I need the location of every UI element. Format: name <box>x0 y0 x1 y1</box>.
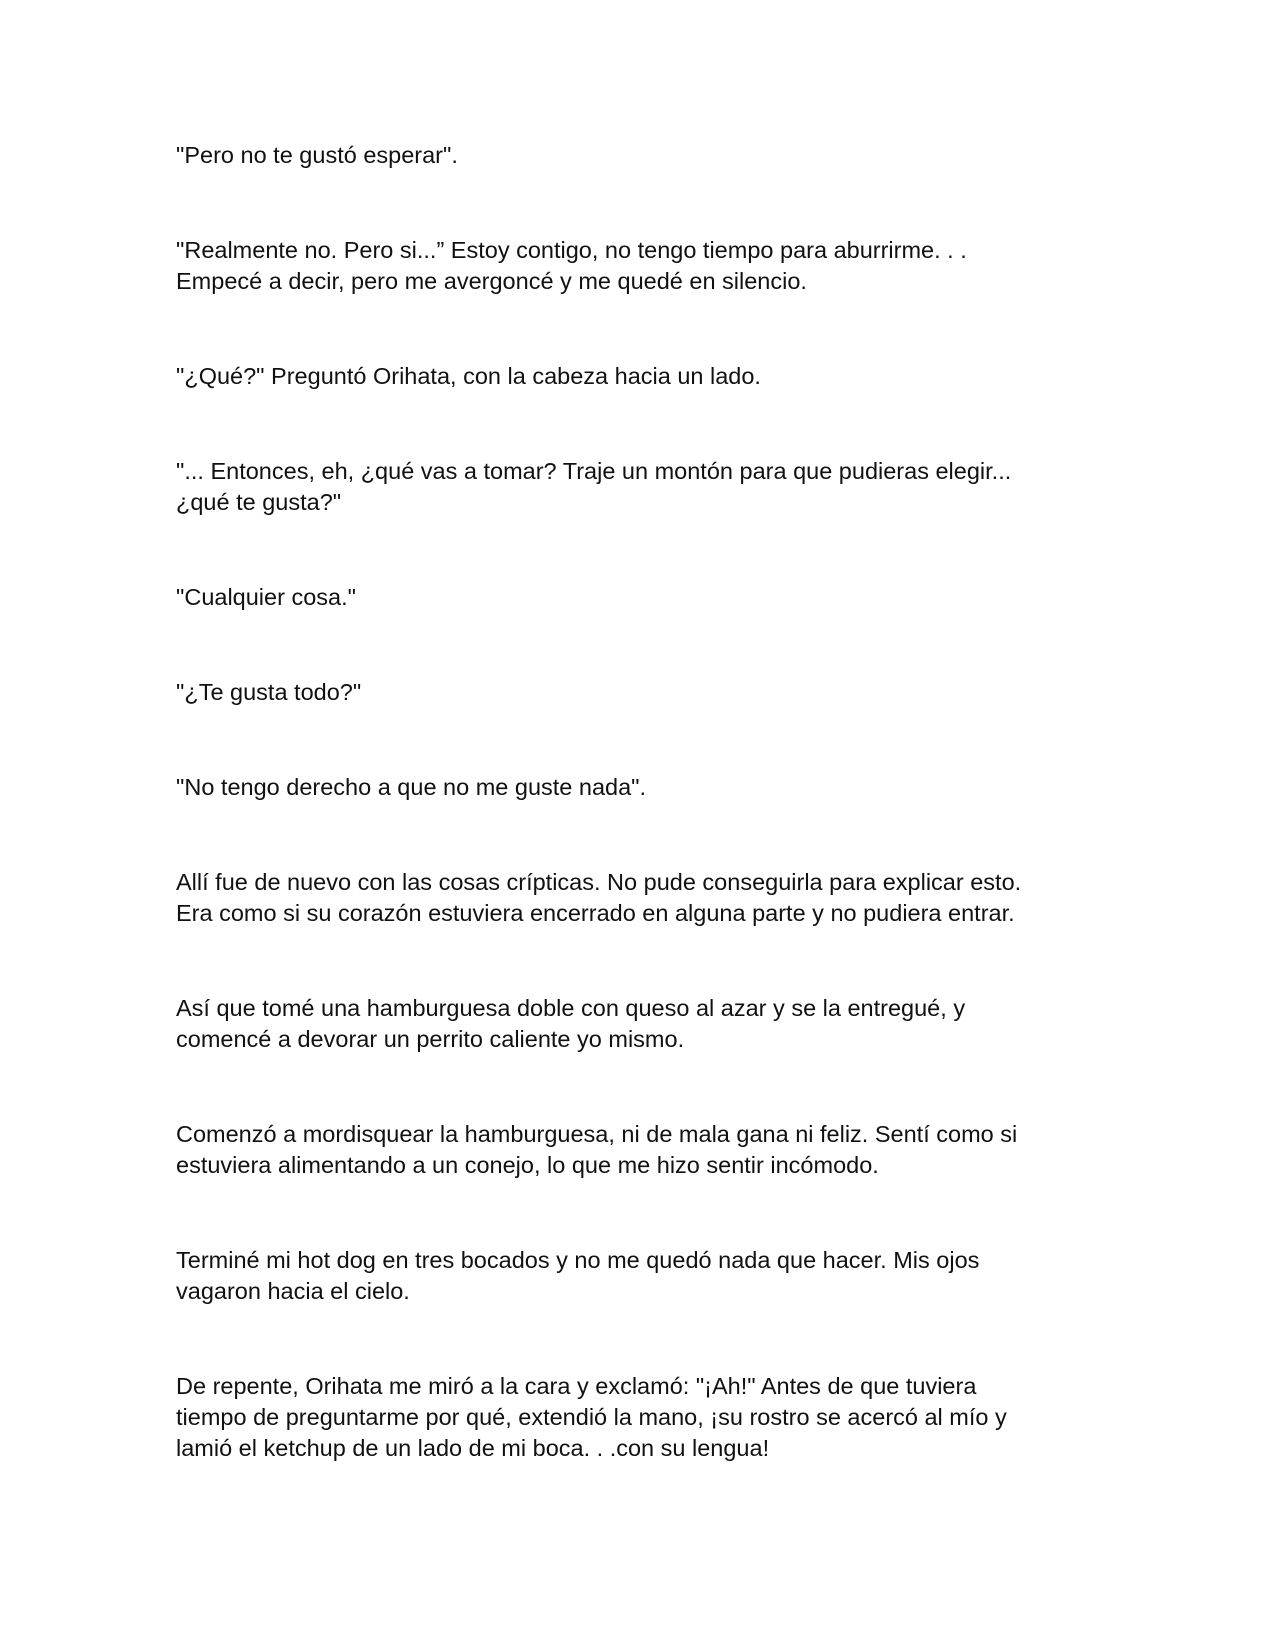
paragraph-3 <box>176 361 1076 392</box>
paragraph-line: tiempo de preguntarme por qué, extendió la mano, ¡su rostro se acercó al mío y <box>176 1404 1007 1430</box>
paragraph-line: Terminé mi hot dog en tres bocados y no me quedó nada que hacer. Mis ojos <box>176 1247 980 1273</box>
paragraph-line: Empecé a decir, pero me avergoncé y me quedé en silencio. <box>176 268 807 294</box>
paragraph-line: "¿Te gusta todo?" <box>176 679 362 705</box>
paragraph-line: De repente, Orihata me miró a la cara y exclamó: "¡Ah!" Antes de que tuviera <box>176 1373 977 1399</box>
paragraph-line: vagaron hacia el cielo. <box>176 1278 410 1304</box>
paragraph-2 <box>176 235 1076 297</box>
paragraph-7 <box>176 772 1076 803</box>
paragraph-line: Era como si su corazón estuviera encerrado en alguna parte y no pudiera entrar. <box>176 900 1015 926</box>
paragraph-line: "No tengo derecho a que no me guste nada". <box>176 774 647 800</box>
paragraph-line: comencé a devorar un perrito caliente yo mismo. <box>176 1026 685 1052</box>
paragraph-12 <box>176 1371 1076 1464</box>
paragraph-11 <box>176 1245 1076 1307</box>
paragraph-line: "Cualquier cosa." <box>176 584 356 610</box>
paragraph-line: "... Entonces, eh, ¿qué vas a tomar? Traje un montón para que pudieras elegir... <box>176 458 1012 484</box>
paragraph-10 <box>176 1119 1076 1181</box>
paragraph-line: Comenzó a mordisquear la hamburguesa, ni de mala gana ni feliz. Sentí como si <box>176 1121 1018 1147</box>
paragraph-4 <box>176 456 1076 518</box>
paragraph-1 <box>176 140 1076 171</box>
paragraph-line: "Realmente no. Pero si...” Estoy contigo, no tengo tiempo para aburrirme. . . <box>176 237 967 263</box>
paragraph-line: "¿Qué?" Preguntó Orihata, con la cabeza hacia un lado. <box>176 363 761 389</box>
paragraph-5 <box>176 582 1076 613</box>
paragraph-line: estuviera alimentando a un conejo, lo que me hizo sentir incómodo. <box>176 1152 879 1178</box>
paragraph-line: Así que tomé una hamburguesa doble con queso al azar y se la entregué, y <box>176 995 966 1021</box>
paragraph-line: "Pero no te gustó esperar". <box>176 142 458 168</box>
paragraph-9 <box>176 993 1076 1055</box>
paragraph-line: Allí fue de nuevo con las cosas crípticas. No pude conseguirla para explicar esto. <box>176 869 1022 895</box>
paragraph-8 <box>176 867 1076 929</box>
paragraph-line: ¿qué te gusta?" <box>176 489 342 515</box>
paragraph-line: lamió el ketchup de un lado de mi boca. . .con su lengua! <box>176 1435 770 1461</box>
paragraph-6 <box>176 677 1076 708</box>
text-column <box>176 140 1076 1528</box>
